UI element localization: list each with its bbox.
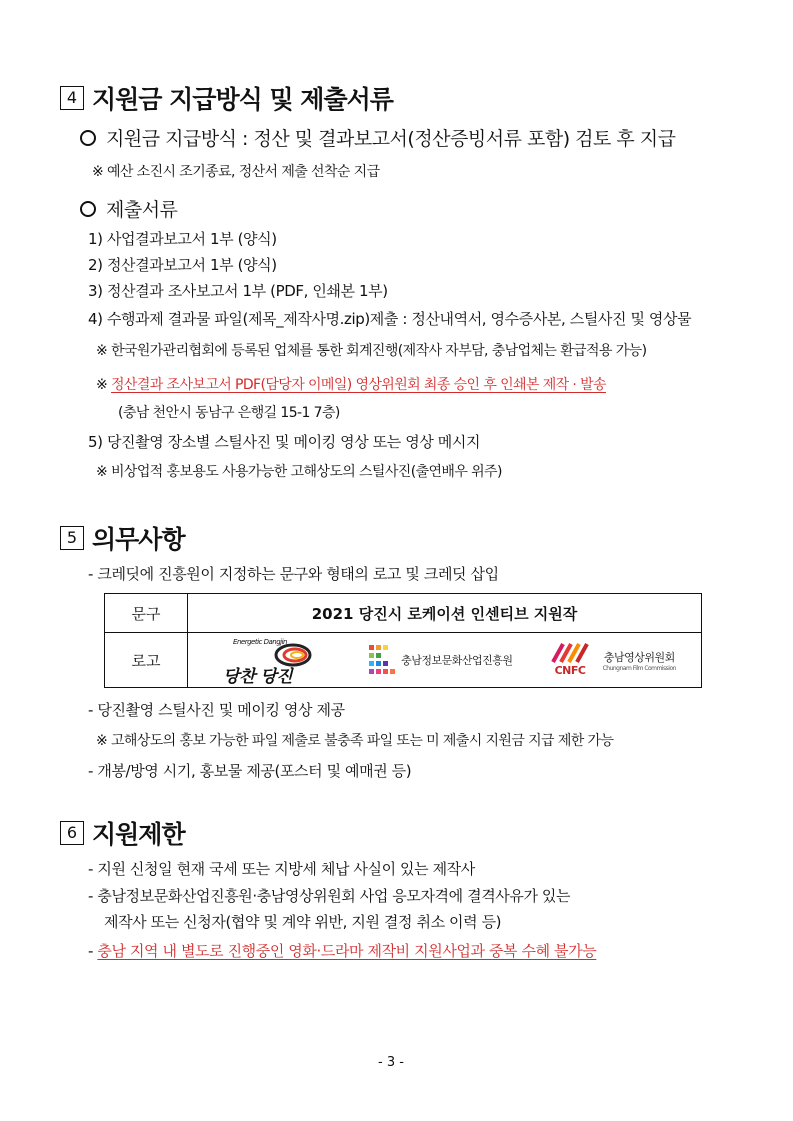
- cnipa-grid-icon: [369, 645, 395, 675]
- payment-method-text: 지원금 지급방식 : 정산 및 결과보고서(정산증빙서류 포함) 검토 후 지급: [106, 128, 676, 150]
- restriction-1: - 지원 신청일 현재 국세 또는 지방세 체납 사실이 있는 제작사: [88, 860, 475, 878]
- table-row: [105, 633, 702, 688]
- note-mark: ※: [96, 377, 108, 393]
- section-6-number: 6: [60, 821, 84, 845]
- table-row: [105, 594, 702, 633]
- accounting-note: ※ 한국원가관리협회에 등록된 업체를 통한 회계진행(제작사 자부담, 충남업체는 환급적용 가능): [96, 343, 647, 359]
- section-5-number: 5: [60, 526, 84, 550]
- restriction-3-dash: -: [88, 942, 94, 960]
- payment-method-line: [80, 124, 676, 151]
- restriction-3-red: 충남 지역 내 별도로 진행중인 영화·드라마 제작비 지원사업과 중복 수혜 불가능: [97, 942, 597, 960]
- section-5-heading: [60, 520, 185, 556]
- restriction-3: [88, 940, 596, 961]
- doc-item-4: 4) 수행과제 결과물 파일(제목_제작사명.zip)제출 : 정산내역서, 영수증사본, 스틸사진 및 영상물: [88, 310, 692, 328]
- cnipa-logo: [369, 645, 512, 675]
- docs-heading: [80, 195, 177, 222]
- logo-label: 로고: [105, 633, 188, 688]
- section-5-title: 의무사항: [92, 525, 185, 554]
- report-note: [96, 374, 606, 394]
- report-note-red: 정산결과 조사보고서 PDF(담당자 이메일) 영상위원회 최종 승인 후 인쇄본 제작 · 발송: [111, 377, 606, 393]
- section-6-heading: [60, 815, 185, 851]
- page-number: - 3 -: [378, 1055, 404, 1070]
- dangjin-logo: [213, 638, 333, 687]
- cnfc-logo-english: Chungnam Film Commission: [602, 664, 676, 672]
- release-line: - 개봉/방영 시기, 홍보물 제공(포스터 및 예매권 등): [88, 762, 412, 780]
- cnfc-stripes-icon: [549, 642, 597, 664]
- circle-bullet-icon: [80, 201, 96, 217]
- restriction-2b: 제작사 또는 신청자(협약 및 계약 위반, 지원 결정 취소 이력 등): [104, 913, 502, 931]
- cnfc-logo: [549, 642, 676, 678]
- restriction-2: - 충남정보문화산업진흥원·충남영상위원회 사업 응모자격에 결격사유가 있는: [88, 887, 571, 905]
- doc-item-3: 3) 정산결과 조사보고서 1부 (PDF, 인쇄본 1부): [88, 282, 388, 300]
- cnipa-logo-text: 충남정보문화산업진흥원: [401, 654, 513, 667]
- doc-item-1: 1) 사업결과보고서 1부 (양식): [88, 230, 277, 248]
- dangjin-logo-slogan: Energetic Dangjin: [233, 638, 287, 646]
- section-4-title: 지원금 지급방식 및 제출서류: [92, 85, 393, 114]
- credit-line: - 크레딧에 진흥원이 지정하는 문구와 형태의 로고 및 크레딧 삽입: [88, 565, 499, 583]
- credit-table: [104, 593, 702, 688]
- logo-cell: [188, 633, 702, 688]
- circle-bullet-icon: [80, 130, 96, 146]
- doc-item-2: 2) 정산결과보고서 1부 (양식): [88, 256, 277, 274]
- high-res-note: ※ 고해상도의 홍보 가능한 파일 제출로 불충족 파일 또는 미 제출시 지원금 지급 제한 가능: [96, 733, 614, 749]
- cnfc-logo-text: 충남영상위원회: [603, 650, 675, 664]
- cnfc-abbr: CNFC: [554, 664, 586, 677]
- docs-heading-text: 제출서류: [106, 199, 178, 221]
- phrase-label: 문구: [105, 594, 188, 633]
- section-6-title: 지원제한: [92, 820, 185, 849]
- phrase-value: 2021 당진시 로케이션 인센티브 지원작: [188, 594, 702, 633]
- dangjin-logo-text: 당찬 당진: [223, 667, 293, 687]
- section-4-heading: [60, 80, 393, 116]
- doc-item-5: 5) 당진촬영 장소별 스틸사진 및 메이킹 영상 또는 영상 메시지: [88, 433, 481, 451]
- still-making-line: - 당진촬영 스틸사진 및 메이킹 영상 제공: [88, 701, 345, 719]
- address: (충남 천안시 동남구 은행길 15-1 7층): [118, 405, 340, 421]
- payment-note: ※ 예산 소진시 조기종료, 정산서 제출 선착순 지급: [92, 164, 380, 180]
- still-photo-note: ※ 비상업적 홍보용도 사용가능한 고해상도의 스틸사진(출연배우 위주): [96, 464, 502, 480]
- section-4-number: 4: [60, 86, 84, 110]
